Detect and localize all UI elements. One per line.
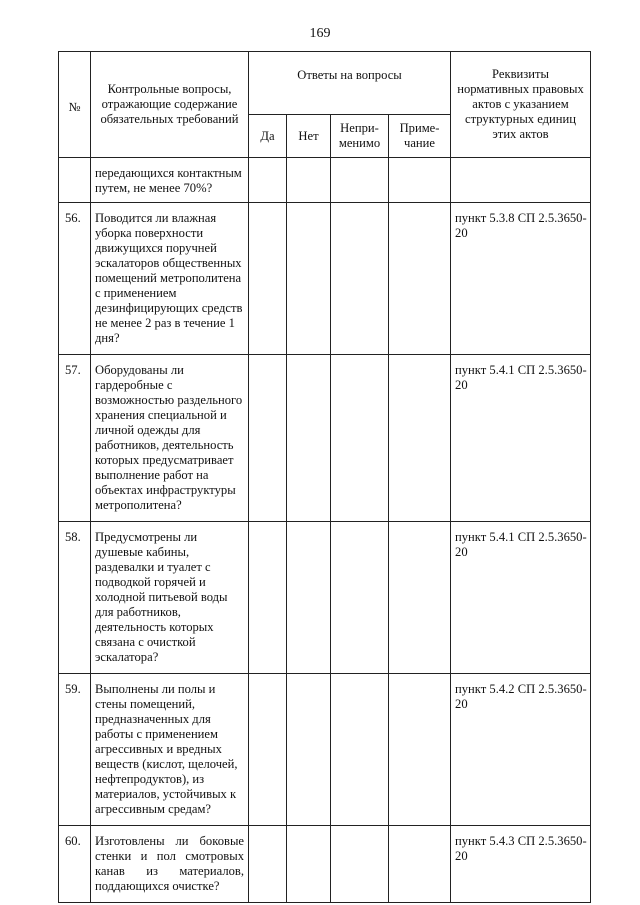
row-number: 59. bbox=[59, 674, 91, 826]
page-number: 169 bbox=[309, 26, 331, 41]
header-not-applicable: Непри-менимо bbox=[331, 115, 389, 158]
answer-no-cell[interactable] bbox=[287, 355, 331, 522]
table-row bbox=[59, 203, 591, 355]
answer-not-applicable-cell[interactable] bbox=[331, 674, 389, 826]
header-no: Нет bbox=[287, 115, 331, 158]
answer-yes-cell[interactable] bbox=[249, 674, 287, 826]
row-requisite: пункт 5.4.1 СП 2.5.3650-20 bbox=[451, 522, 591, 674]
table-row bbox=[59, 674, 591, 826]
answer-not-applicable-cell[interactable] bbox=[331, 355, 389, 522]
answer-note-cell[interactable] bbox=[389, 355, 451, 522]
row-question: Изготовлены ли боковые стенки и пол смотровых канав из материалов, поддающихся очистке? bbox=[91, 826, 249, 903]
header-requisites: Реквизиты нормативных правовых актов с указанием структурных единиц этих актов bbox=[451, 52, 591, 158]
answer-not-applicable-cell[interactable] bbox=[331, 158, 389, 203]
row-question: Оборудованы ли гардеробные с возможностью раздельного хранения специальной и личной одежды для работников, деятельность которых предусматривает выполнение работ на объектах инфраструктуры метрополитена? bbox=[91, 355, 249, 522]
row-number bbox=[59, 158, 91, 203]
answer-yes-cell[interactable] bbox=[249, 203, 287, 355]
row-question: Выполнены ли полы и стены помещений, предназначенных для работы с применением агрессивных и вредных веществ (кислот, щелочей, нефтепродуктов), из материалов, устойчивых к агрессивным средам? bbox=[91, 674, 249, 826]
answer-no-cell[interactable] bbox=[287, 203, 331, 355]
table-row bbox=[59, 522, 591, 674]
table-row bbox=[59, 158, 591, 203]
header-row-top bbox=[59, 52, 591, 115]
answer-yes-cell[interactable] bbox=[249, 355, 287, 522]
row-requisite bbox=[451, 158, 591, 203]
answer-no-cell[interactable] bbox=[287, 826, 331, 903]
row-number: 60. bbox=[59, 826, 91, 903]
row-requisite: пункт 5.4.1 СП 2.5.3650-20 bbox=[451, 355, 591, 522]
answer-not-applicable-cell[interactable] bbox=[331, 203, 389, 355]
table-row bbox=[59, 355, 591, 522]
answer-note-cell[interactable] bbox=[389, 203, 451, 355]
row-number: 56. bbox=[59, 203, 91, 355]
answer-not-applicable-cell[interactable] bbox=[331, 522, 389, 674]
header-number: № bbox=[59, 52, 91, 158]
header-answers: Ответы на вопросы bbox=[249, 52, 451, 115]
checklist-table bbox=[58, 51, 591, 903]
header-questions: Контрольные вопросы, отражающие содержание обязательных требований bbox=[91, 52, 249, 158]
header-yes: Да bbox=[249, 115, 287, 158]
checklist-table-container bbox=[58, 51, 590, 903]
answer-no-cell[interactable] bbox=[287, 522, 331, 674]
answer-no-cell[interactable] bbox=[287, 674, 331, 826]
answer-yes-cell[interactable] bbox=[249, 826, 287, 903]
row-requisite: пункт 5.3.8 СП 2.5.3650-20 bbox=[451, 203, 591, 355]
answer-not-applicable-cell[interactable] bbox=[331, 826, 389, 903]
answer-note-cell[interactable] bbox=[389, 522, 451, 674]
table-row bbox=[59, 826, 591, 903]
answer-note-cell[interactable] bbox=[389, 826, 451, 903]
answer-yes-cell[interactable] bbox=[249, 522, 287, 674]
answer-note-cell[interactable] bbox=[389, 158, 451, 203]
answer-no-cell[interactable] bbox=[287, 158, 331, 203]
row-question: передающихся контактным путем, не менее 70%? bbox=[91, 158, 249, 203]
row-question: Поводится ли влажная уборка поверхности движущихся поручней эскалаторов общественных помещений метрополитена с применением дезинфицирующих средств не менее 2 раз в течение 1 дня? bbox=[91, 203, 249, 355]
row-number: 57. bbox=[59, 355, 91, 522]
row-number: 58. bbox=[59, 522, 91, 674]
answer-note-cell[interactable] bbox=[389, 674, 451, 826]
row-requisite: пункт 5.4.3 СП 2.5.3650-20 bbox=[451, 826, 591, 903]
row-requisite: пункт 5.4.2 СП 2.5.3650-20 bbox=[451, 674, 591, 826]
answer-yes-cell[interactable] bbox=[249, 158, 287, 203]
row-question: Предусмотрены ли душевые кабины, раздевалки и туалет с подводкой горячей и холодной питьевой воды для работников, деятельность которых связана с очисткой эскалатора? bbox=[91, 522, 249, 674]
header-note: Приме-чание bbox=[389, 115, 451, 158]
